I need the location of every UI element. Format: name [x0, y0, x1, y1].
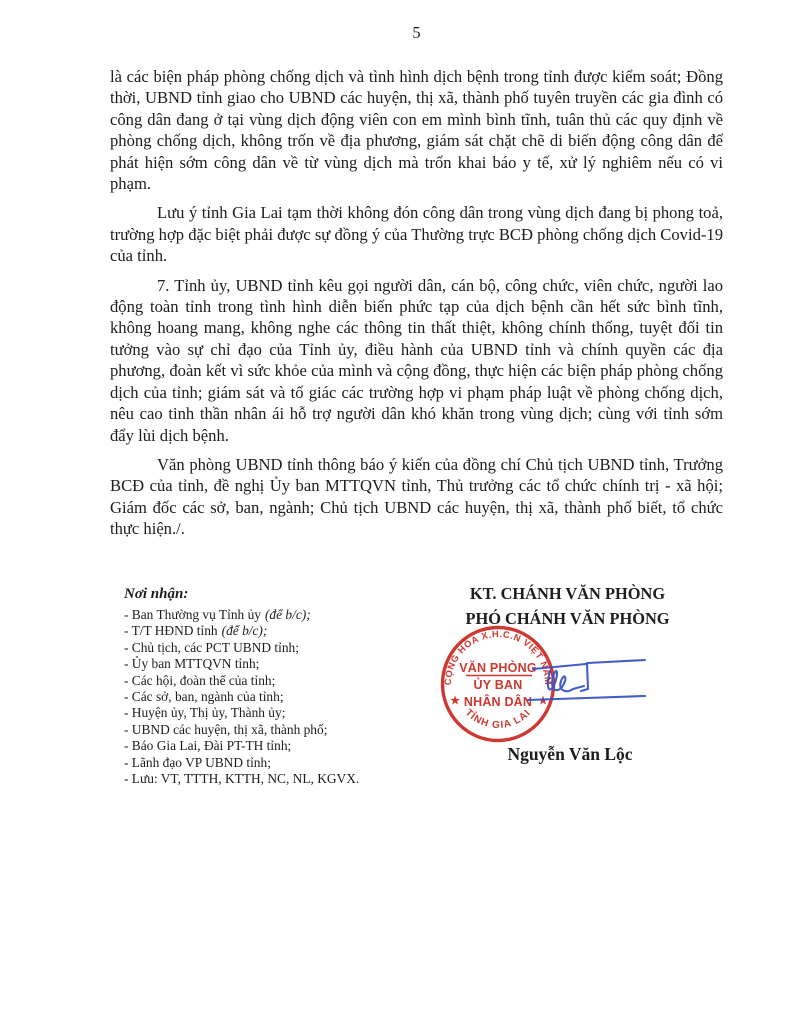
recipient-item-note: (để b/c); — [221, 623, 268, 639]
recipient-item — [124, 607, 434, 623]
recipient-item — [124, 640, 434, 656]
recipients-list — [124, 607, 434, 787]
recipient-item-text: - T/T HĐND tỉnh — [124, 623, 218, 639]
recipient-item-text: - Lãnh đạo VP UBND tỉnh; — [124, 754, 271, 770]
signature-title-line2: PHÓ CHÁNH VĂN PHÒNG — [465, 609, 670, 628]
recipient-item — [124, 705, 434, 721]
stamp-star-right-icon: ★ — [538, 695, 548, 707]
recipient-item — [124, 722, 434, 738]
signature-stroke — [548, 671, 584, 691]
handwritten-signature — [425, 625, 665, 725]
document-body — [110, 66, 723, 548]
stamp-center-line3: NHÂN DÂN — [463, 695, 533, 709]
recipient-item — [124, 689, 434, 705]
recipients-block — [124, 586, 434, 787]
recipient-item-text: - Các sở, ban, ngành của tỉnh; — [124, 689, 284, 705]
stamp-top-arc-text: CỘNG HÒA X.H.C.N VIỆT NAM — [442, 629, 554, 686]
recipient-item-text: - Ban Thường vụ Tỉnh ủy — [124, 607, 261, 622]
stamp-star-left-icon: ★ — [450, 695, 460, 707]
body-paragraph: Lưu ý tỉnh Gia Lai tạm thời không đón công dân trong vùng dịch đang bị phong toả, trường hợp đặc biệt phải được sự đồng ý của Thường trực BCĐ phòng chống dịch Covid-19 của tỉnh. — [110, 203, 723, 266]
signature-title-line1: KT. CHÁNH VĂN PHÒNG — [469, 584, 666, 603]
recipient-item — [124, 771, 434, 787]
recipient-item — [124, 673, 434, 689]
recipient-item-text: - Ủy ban MTTQVN tỉnh; — [124, 656, 260, 672]
recipient-item — [124, 738, 434, 754]
recipient-item-text: - UBND các huyện, thị xã, thành phố; — [124, 721, 328, 737]
body-paragraph: 7. Tỉnh ủy, UBND tỉnh kêu gọi người dân, cán bộ, công chức, viên chức, người lao động toàn tỉnh trong tình hình diễn biến phức tạp của dịch bệnh cần hết sức bình tĩnh, không hoang mang, không nghe các thông tin thất thiệt, không chính thống, tuyệt đối tin tưởng vào sự chỉ đạo của Tỉnh ủy, điều hành của UBND tỉnh và chính quyền các địa phương, đoàn kết vì sức khỏe của mình và cộng đồng, thực hiện các biện pháp phòng chống dịch của tỉnh; giám sát và tố giác các trường hợp vi phạm pháp luật về phòng chống dịch, nêu cao tinh thần nhân ái hỗ trợ người dân khó khăn trong vùng dịch; cùng với tỉnh sớm đẩy lùi dịch bệnh. — [110, 275, 723, 445]
body-paragraph: là các biện pháp phòng chống dịch và tình hình dịch bệnh trong tỉnh được kiểm soát; Đồng thời, UBND tỉnh giao cho UBND các huyện, thị xã, thành phố tuyên truyền các gia đình có công dân đang ở tại vùng dịch động viên con em mình bình tĩnh, tuân thủ các quy định về phòng chống dịch, không trốn về địa phương, giám sát chặt chẽ di biến động công dân để phát hiện sớm công dân về từ vùng dịch mà trốn khai báo y tế, xử lý nghiêm nếu có vi phạm. — [110, 67, 723, 194]
recipient-item-text: - Chủ tịch, các PCT UBND tỉnh; — [124, 639, 299, 655]
recipient-item-text: - Lưu: VT, TTTH, KTTH, NC, NL, KGVX. — [124, 771, 360, 787]
recipient-item-text: - Huyện ủy, Thị ủy, Thành ủy; — [124, 705, 286, 721]
recipient-item-note: (để b/c); — [264, 607, 311, 622]
signature-stroke — [588, 660, 645, 663]
recipient-item-text: - Báo Gia Lai, Đài PT-TH tỉnh; — [124, 738, 292, 754]
stamp-center-line1: VĂN PHÒNG — [459, 661, 537, 675]
body-paragraph: Văn phòng UBND tỉnh thông báo ý kiến của đồng chí Chủ tịch UBND tỉnh, Trưởng BCĐ của tỉnh, đề nghị Ủy ban MTTQVN tỉnh, Thủ trưởng các tổ chức chính trị - xã hội; Giám đốc các sở, ban, ngành; Chủ tịch UBND các huyện, thị xã, thành phố biết, tổ chức thực hiện./. — [110, 454, 723, 539]
recipients-heading: Nơi nhận: — [124, 586, 189, 602]
page-number: 5 — [412, 23, 421, 42]
stamp-center-line2: ỦY BAN — [473, 678, 523, 692]
stamp-bottom-arc-text: TỈNH GIA LAI — [462, 707, 534, 732]
recipient-item-text: - Các hội, đoàn thể của tỉnh; — [124, 672, 276, 688]
recipient-item — [124, 755, 434, 771]
recipient-item — [124, 623, 434, 639]
signer-name: Nguyễn Văn Lộc — [507, 744, 633, 764]
signature-stroke — [533, 664, 586, 669]
signature-stroke — [528, 696, 645, 700]
recipient-item — [124, 656, 434, 672]
